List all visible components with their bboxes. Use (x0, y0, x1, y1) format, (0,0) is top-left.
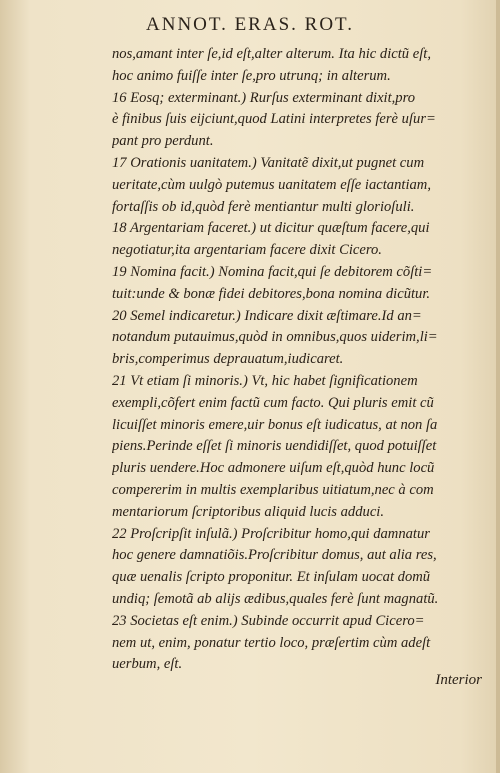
text-line: piens.Perinde eſſet ſi minoris uendidiſſet, quod potuiſſet (112, 438, 437, 455)
annotation-text (112, 44, 484, 676)
text-line: tuit:unde & bonæ fidei debitores,bona nomina dicũtur. (112, 285, 431, 302)
text-line: undiq; ſemotã ab alijs ædibus,quales ferè ſunt magnatũ. (112, 590, 439, 607)
text-line: 20 Semel indicaretur.) Indicare dixit æſtimare.Id an= (112, 307, 422, 324)
text-line: uerbum, eſt. (112, 656, 183, 673)
text-line: compererim in multis exemplaribus uitiatum,nec à com (112, 481, 434, 498)
catchword: Interior (435, 672, 482, 688)
text-line: mentariorum ſcriptoribus aliquid lucis adduci. (112, 503, 385, 520)
text-line: licuiſſet minoris emere,uir bonus eſt iudicatus, at non ſa (112, 416, 438, 433)
text-line: 17 Orationis uanitatem.) Vanitatẽ dixit,ut pugnet cum (112, 154, 425, 171)
text-line: notandum putauimus,quòd in omnibus,quos uiderim,li= (112, 329, 438, 346)
text-line: ueritate,cùm uulgò putemus uanitatem eſſe iactantiam, (112, 176, 431, 193)
text-line: fortaſſis ob id,quòd ferè mentiantur multi glorioſuli. (112, 198, 415, 215)
text-line: 16 Eosq; exterminant.) Rurſus exterminant dixit,pro (112, 89, 416, 106)
text-line: pluris uendere.Hoc admonere uiſum eſt,quòd hunc locũ (112, 460, 435, 477)
text-line: 23 Societas eſt enim.) Subinde occurrit apud Cicero= (112, 612, 425, 629)
text-line: pant pro perdunt. (112, 133, 214, 150)
text-line: quæ uenalis ſcripto proponitur. Et inſulam uocat domũ (112, 569, 431, 586)
text-line: 19 Nomina facit.) Nomina facit,qui ſe debitorem cõſti= (112, 263, 433, 280)
text-line: 21 Vt etiam ſi minoris.) Vt, hic habet ſignificationem (112, 372, 418, 389)
text-line: hoc genere damnatiõis.Proſcribitur domus, aut alia res, (112, 547, 437, 564)
text-line: nos,amant inter ſe,id eſt,alter alterum. Ita hic dictũ eſt, (112, 46, 431, 62)
page-edge (496, 0, 500, 773)
text-line: nem ut, enim, ponatur tertio loco, præſertim cùm adeſt (112, 634, 431, 651)
text-line: bris,comperimus deprauatum,iudicaret. (112, 351, 344, 368)
text-line: hoc animo fuiſſe inter ſe,pro utrunq; in alterum. (112, 67, 391, 84)
text-line: 22 Proſcripſit inſulã.) Proſcribitur homo,qui damnatur (112, 525, 430, 542)
text-line: 18 Argentariam faceret.) ut dicitur quæſtum facere,qui (112, 220, 430, 237)
running-head: ANNOT. ERAS. ROT. (146, 14, 354, 35)
text-line: exempli,cõfert enim factũ cum facto. Qui pluris emit cũ (112, 394, 434, 411)
text-line: negotiatur,ita argentariam facere dixit Cicero. (112, 242, 382, 259)
text-line: è finibus ſuis eijciunt,quod Latini interpretes ferè uſur= (112, 111, 436, 128)
